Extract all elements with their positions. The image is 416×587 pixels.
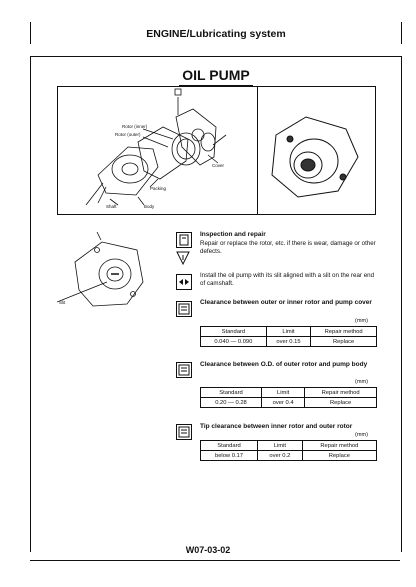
label-packing: Packing <box>150 186 167 191</box>
table-row <box>201 398 377 408</box>
visual-check-icon <box>176 251 190 265</box>
slit-view-drawing <box>57 232 169 318</box>
col-standard: Standard <box>201 327 267 337</box>
cell-standard: below 0.17 <box>201 451 258 461</box>
col-repair-method: Repair method <box>305 388 377 398</box>
page-title: OIL PUMP <box>182 67 250 83</box>
label-slit: Slit <box>59 300 66 305</box>
exploded-view-drawing <box>58 87 375 214</box>
table-2 <box>200 387 377 408</box>
exploded-view-figure <box>57 86 376 215</box>
table-row <box>201 451 377 461</box>
install-note: Install the oil pump with its slit aligned with a slit on the rear end of camshaft. <box>200 272 375 287</box>
inspection-icon <box>176 232 192 248</box>
page-number: W07-03-02 <box>185 545 231 555</box>
table-3-unit: (mm) <box>355 432 369 438</box>
cell-repair-method: Replace <box>305 398 377 408</box>
table-1 <box>200 326 377 347</box>
table-1-heading: Clearance between outer or inner rotor and pump cover <box>200 299 372 306</box>
cell-repair-method: Replace <box>311 337 377 347</box>
label-shaft: Shaft <box>106 204 117 209</box>
table-row <box>201 337 377 347</box>
cell-limit: over 0.4 <box>262 398 305 408</box>
table-2-heading: Clearance between O.D. of outer rotor and pump body <box>200 361 368 368</box>
col-limit: Limit <box>262 388 305 398</box>
install-alignment-icon <box>176 274 192 290</box>
cell-repair-method: Replace <box>302 451 376 461</box>
label-rotor-inner: Rotor (inner) <box>122 124 148 129</box>
table-3 <box>200 440 377 461</box>
table-1-unit: (mm) <box>355 318 369 324</box>
table-2-unit: (mm) <box>355 379 369 385</box>
col-repair-method: Repair method <box>302 441 376 451</box>
cell-standard: 0.040 — 0.090 <box>201 337 267 347</box>
measure-icon-2 <box>176 362 192 378</box>
col-limit: Limit <box>258 441 303 451</box>
label-cover: Cover <box>212 163 225 168</box>
cell-limit: over 0.2 <box>258 451 303 461</box>
table-3-heading: Tip clearance between inner rotor and outer rotor <box>200 423 353 430</box>
measure-icon-1 <box>176 301 192 317</box>
section-header <box>30 22 402 44</box>
col-repair-method: Repair method <box>311 327 377 337</box>
cell-limit: over 0.15 <box>266 337 311 347</box>
measure-icon-3 <box>176 424 192 440</box>
cell-standard: 0.20 — 0.28 <box>201 398 262 408</box>
label-body: Body <box>144 204 155 209</box>
table-2-header-row <box>201 388 377 398</box>
figure-divider <box>257 86 258 215</box>
inspection-text: Repair or replace the rotor, etc. if there is wear, damage or other defects. <box>200 240 376 255</box>
col-standard: Standard <box>201 441 258 451</box>
label-rotor-outer: Rotor (outer) <box>115 132 141 137</box>
table-1-header-row <box>201 327 377 337</box>
table-3-header-row <box>201 441 377 451</box>
bottom-rule <box>30 560 400 561</box>
section-title: ENGINE/Lubricating system <box>146 28 286 40</box>
inspection-heading: Inspection and repair <box>200 231 266 238</box>
col-limit: Limit <box>266 327 311 337</box>
col-standard: Standard <box>201 388 262 398</box>
slit-view-figure <box>57 232 169 318</box>
